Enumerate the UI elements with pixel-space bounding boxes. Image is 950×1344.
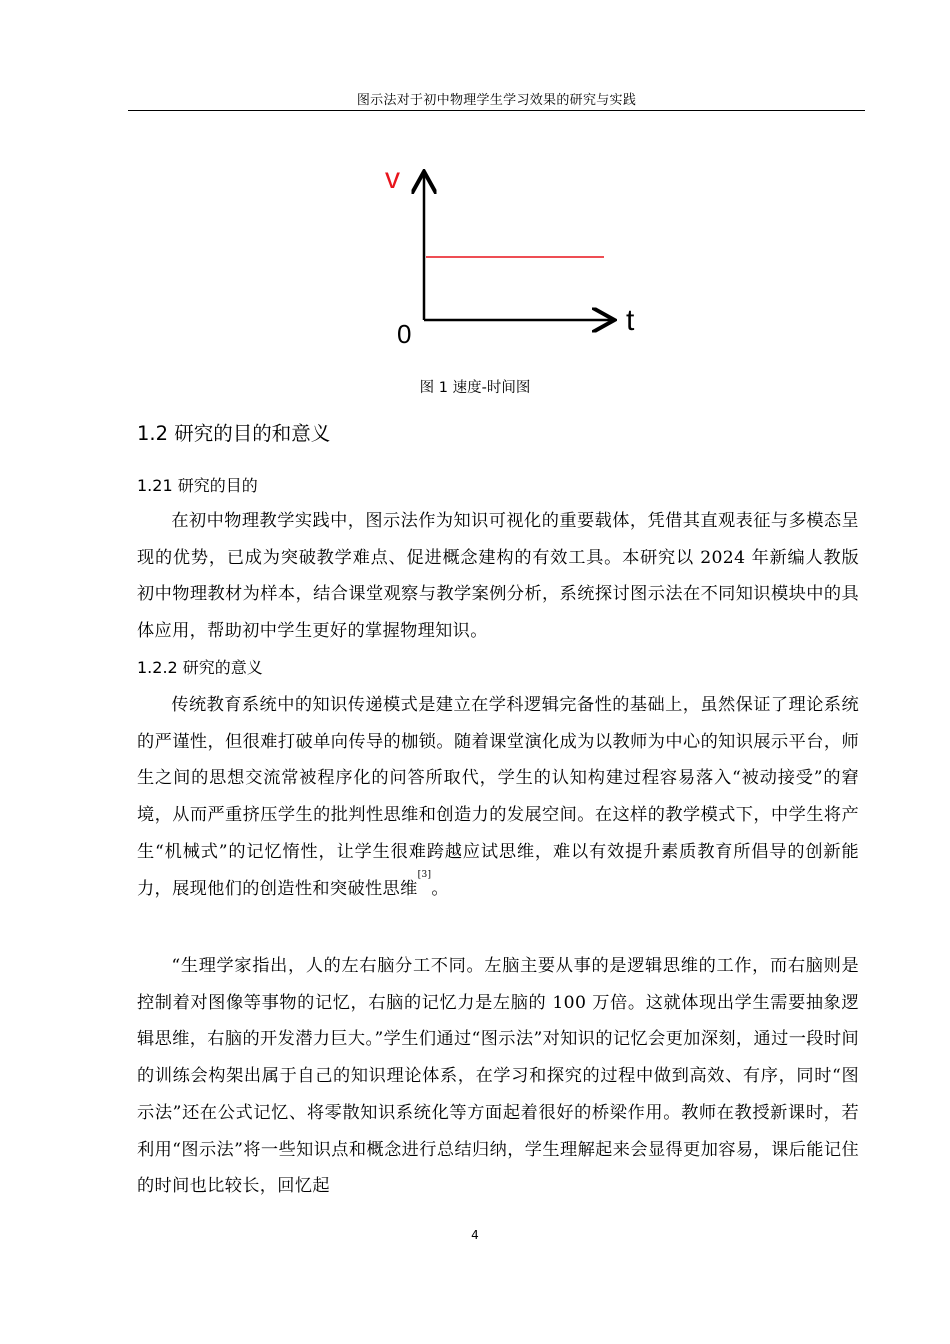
origin-label: 0 [397, 319, 412, 349]
paragraph-significance-2: “生理学家指出，人的左右脑分工不同。左脑主要从事的是逻辑思维的工作，而右脑则是控制着对图像等事物的记忆，右脑的记忆力是左脑的 100 万倍。这就体现出学生需要抽象逻辑思维，右脑的开发潜力巨大。”学生们通过“图示法”对知识的记忆会更加深刻，通过一段时间的训练会构架出属于自己的知识理论体系，在学习和探究的过程中做到高效、有序，同时“图示法”还在公式记忆、将零散知识系统化等方面起着很好的桥梁作用。教师在教授新课时，若利用“图示法”将一些知识点和概念进行总结归纳，学生理解起来会显得更加容易，课后能记住的时间也比较长，回忆起 [137, 956, 859, 1197]
y-axis-label: v [385, 162, 400, 195]
x-axis-label: t [626, 304, 635, 337]
page-number: 4 [471, 1228, 479, 1242]
paragraph-significance-1 [137, 687, 859, 907]
velocity-time-figure [380, 160, 660, 360]
subsection-heading-significance: 1.2.2 研究的意义 [137, 658, 263, 677]
paragraph-end: 。 [431, 878, 449, 899]
subsection-heading-purpose: 1.21 研究的目的 [137, 476, 258, 495]
citation: [3] [417, 869, 432, 880]
figure-caption: 图 1 速度-时间图 [419, 380, 531, 396]
running-header: 图示法对于初中物理学生学习效果的研究与实践 [128, 92, 865, 111]
paragraph-purpose: 在初中物理教学实践中，图示法作为知识可视化的重要载体，凭借其直观表征与多模态呈现的优势，已成为突破教学难点、促进概念建构的有效工具。本研究以 2024 年新编人教版初中物理教材为样本，结合课堂观察与教学案例分析，系统探讨图示法在不同知识模块中的具体应用，帮助初中学生更好的掌握物理知识。 [137, 511, 859, 642]
paragraph-text: 传统教育系统中的知识传递模式是建立在学科逻辑完备性的基础上，虽然保证了理论系统的严谨性，但很难打破单向传导的枷锁。随着课堂演化成为以教师为中心的知识展示平台，师生之间的思想交流常被程序化的问答所取代，学生的认知构建过程容易落入“被动接受”的窘境，从而严重挤压学生的批判性思维和创造力的发展空间。在这样的教学模式下，中学生将产生“机械式”的记忆惰性，让学生很难跨越应试思维，难以有效提升素质教育所倡导的创新能力，展现他们的创造性和突破性思维 [137, 695, 859, 899]
section-heading: 1.2 研究的目的和意义 [137, 422, 331, 445]
velocity-time-graph [380, 160, 660, 360]
